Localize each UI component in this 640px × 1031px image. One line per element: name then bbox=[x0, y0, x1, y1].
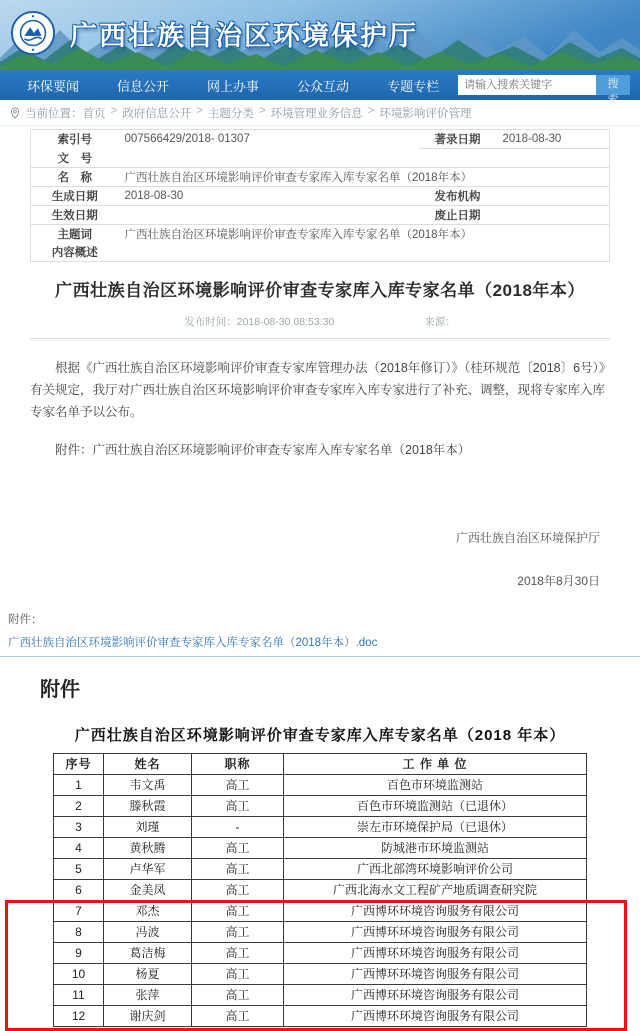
expert-no-cell: 3 bbox=[54, 816, 104, 837]
expert-name-cell: 张萍 bbox=[104, 984, 192, 1005]
expert-unit-cell: 防城港市环境监测站 bbox=[284, 837, 587, 858]
breadcrumb-link-2[interactable]: 主题分类 bbox=[207, 107, 254, 120]
expert-title-cell: 高工 bbox=[192, 921, 284, 942]
expert-no-cell: 10 bbox=[54, 963, 104, 984]
meta-value-index: 007566429/2018- 01307 bbox=[124, 133, 250, 146]
expert-title-cell: 高工 bbox=[192, 963, 284, 984]
expert-no-cell: 7 bbox=[54, 900, 104, 921]
expert-name-cell: 金美凤 bbox=[104, 879, 192, 900]
expert-title-cell: 高工 bbox=[192, 984, 284, 1005]
meta-value-create-date: 2018-08-30 bbox=[119, 186, 419, 205]
expert-name-cell: 杨夏 bbox=[104, 963, 192, 984]
meta-value-doc-no bbox=[119, 149, 610, 168]
expert-unit-cell: 广西博环环境咨询服务有限公司 bbox=[284, 900, 587, 921]
expert-name-cell: 冯波 bbox=[104, 921, 192, 942]
col-header-name: 姓名 bbox=[104, 753, 192, 774]
expert-unit-cell: 广西博环环境咨询服务有限公司 bbox=[284, 963, 587, 984]
appendix-table-title: 广西壮族自治区环境影响评价审查专家库入库专家名单（2018 年本） bbox=[74, 726, 566, 744]
breadcrumb-separator: > bbox=[367, 104, 375, 117]
expert-unit-cell: 百色市环境监测站（已退休） bbox=[284, 795, 587, 816]
breadcrumb-prefix: 当前位置： bbox=[25, 107, 83, 120]
expert-row-9 bbox=[54, 942, 587, 963]
col-header-title: 职称 bbox=[192, 753, 284, 774]
header-banner bbox=[0, 0, 640, 70]
expert-title-cell: 高工 bbox=[192, 858, 284, 879]
expert-unit-cell: 广西博环环境咨询服务有限公司 bbox=[284, 921, 587, 942]
location-pin-icon bbox=[10, 107, 20, 119]
expert-title-cell: 高工 bbox=[192, 795, 284, 816]
expert-title-cell: 高工 bbox=[192, 1005, 284, 1026]
breadcrumb-separator: > bbox=[258, 104, 266, 117]
expert-name-cell: 刘瑾 bbox=[104, 816, 192, 837]
signature-org: 广西壮族自治区环境保护厅 bbox=[455, 530, 600, 545]
document-meta-section bbox=[0, 126, 640, 262]
breadcrumb-link-0[interactable]: 首页 bbox=[82, 107, 106, 120]
expert-title-cell: 高工 bbox=[192, 900, 284, 921]
meta-value-effective-date bbox=[119, 205, 419, 224]
nav-item-4[interactable]: 专题专栏 bbox=[387, 78, 440, 94]
expert-name-cell: 卢华军 bbox=[104, 858, 192, 879]
expert-row-8 bbox=[54, 921, 587, 942]
breadcrumb-link-4[interactable]: 环境影响评价管理 bbox=[379, 107, 472, 120]
expert-name-cell: 滕秋霞 bbox=[104, 795, 192, 816]
breadcrumb-separator: > bbox=[196, 104, 203, 117]
expert-unit-cell: 广西北部湾环境影响评价公司 bbox=[284, 858, 587, 879]
col-header-no: 序号 bbox=[54, 753, 104, 774]
expert-unit-cell: 广西博环环境咨询服务有限公司 bbox=[284, 942, 587, 963]
meta-label-keywords: 主题词 bbox=[57, 228, 92, 241]
nav-item-1[interactable]: 信息公开 bbox=[117, 78, 170, 94]
attachment-section bbox=[0, 611, 640, 657]
experts-table-holder bbox=[53, 753, 587, 1027]
expert-name-cell: 邓杰 bbox=[104, 900, 192, 921]
expert-name-cell: 谢庆剑 bbox=[104, 1005, 192, 1026]
expert-row-11 bbox=[54, 984, 587, 1005]
nav-item-2[interactable]: 网上办事 bbox=[207, 78, 260, 94]
expert-name-cell: 黄秋腾 bbox=[104, 837, 192, 858]
expert-unit-cell: 广西北海水文工程矿产地质调查研究院 bbox=[284, 879, 587, 900]
document-meta-table bbox=[30, 129, 610, 262]
expert-title-cell: - bbox=[192, 816, 284, 837]
meta-label-expiry-date: 废止日期 bbox=[419, 205, 497, 224]
search-button[interactable]: 搜索 bbox=[596, 75, 630, 95]
breadcrumb bbox=[0, 100, 640, 126]
expert-no-cell: 6 bbox=[54, 879, 104, 900]
signature-block bbox=[30, 529, 610, 589]
meta-label-name: 名 称 bbox=[31, 167, 119, 186]
meta-label-effective-date: 生效日期 bbox=[31, 205, 119, 224]
site-title: 广西壮族自治区环境保护厅 bbox=[70, 20, 418, 51]
expert-title-cell: 高工 bbox=[192, 879, 284, 900]
meta-label-publisher: 发布机构 bbox=[419, 186, 497, 205]
meta-label-create-date: 生成日期 bbox=[31, 186, 119, 205]
col-header-unit: 工 作 单 位 bbox=[284, 753, 587, 774]
meta-label-summary: 内容概述 bbox=[51, 246, 98, 259]
article-meta bbox=[30, 314, 610, 329]
expert-unit-cell: 广西博环环境咨询服务有限公司 bbox=[284, 1005, 587, 1026]
article bbox=[0, 276, 640, 589]
expert-name-cell: 葛洁梅 bbox=[104, 942, 192, 963]
expert-row-4 bbox=[54, 837, 587, 858]
meta-value-expiry-date bbox=[497, 205, 610, 224]
expert-row-1 bbox=[54, 774, 587, 795]
publish-time: 发布时间：2018-08-30 08:53:30 bbox=[184, 315, 335, 328]
expert-row-3 bbox=[54, 816, 587, 837]
expert-row-12 bbox=[54, 1005, 587, 1026]
nav-item-0[interactable]: 环保要闻 bbox=[27, 78, 80, 94]
search-input[interactable] bbox=[458, 75, 596, 95]
article-body bbox=[30, 357, 610, 461]
expert-title-cell: 高工 bbox=[192, 942, 284, 963]
expert-title-cell: 高工 bbox=[192, 774, 284, 795]
breadcrumb-link-3[interactable]: 环境管理业务信息 bbox=[270, 107, 363, 120]
experts-table bbox=[53, 753, 587, 1027]
government-emblem-icon bbox=[10, 10, 56, 56]
nav-items bbox=[8, 76, 458, 95]
expert-row-6 bbox=[54, 879, 587, 900]
main-navigation bbox=[0, 70, 640, 106]
expert-row-10 bbox=[54, 963, 587, 984]
expert-unit-cell: 崇左市环境保护局（已退休） bbox=[284, 816, 587, 837]
appendix-heading: 附件 bbox=[40, 678, 80, 701]
expert-row-5 bbox=[54, 858, 587, 879]
breadcrumb-separator: > bbox=[110, 104, 118, 117]
meta-label-index: 索引号 bbox=[57, 134, 92, 147]
title-divider bbox=[30, 338, 610, 341]
search-box bbox=[458, 75, 630, 106]
article-title: 广西壮族自治区环境影响评价审查专家库入库专家名单（2018年本） bbox=[55, 280, 585, 300]
meta-value-record-date: 2018-08-30 bbox=[497, 130, 610, 149]
meta-label-record-date: 著录日期 bbox=[419, 130, 497, 149]
expert-no-cell: 11 bbox=[54, 984, 104, 1005]
expert-no-cell: 12 bbox=[54, 1005, 104, 1026]
expert-no-cell: 1 bbox=[54, 774, 104, 795]
breadcrumb-items bbox=[83, 105, 472, 121]
expert-title-cell: 高工 bbox=[192, 837, 284, 858]
expert-row-2 bbox=[54, 795, 587, 816]
meta-value-publisher bbox=[497, 186, 610, 205]
meta-value-summary bbox=[119, 243, 610, 262]
attachment-file-link[interactable]: 广西壮族自治区环境影响评价审查专家库入库专家名单（2018年本）.doc bbox=[8, 636, 378, 649]
nav-item-3[interactable]: 公众互动 bbox=[297, 78, 350, 94]
paragraph-1: 根据《广西壮族自治区环境影响评价审查专家库管理办法（2018年修订）》（桂环规范〔2018〕6号）》有关规定，我厅对广西壮族自治区环境影响评价审查专家库入库专家进行了补充、调整，现将专家库入库专家名单予以公布。 bbox=[30, 360, 606, 419]
expert-no-cell: 2 bbox=[54, 795, 104, 816]
paragraph-2: 附件：广西壮族自治区环境影响评价审查专家库入库专家名单（2018年本） bbox=[55, 442, 471, 457]
expert-no-cell: 5 bbox=[54, 858, 104, 879]
source-label: 来源： bbox=[424, 315, 456, 328]
expert-no-cell: 9 bbox=[54, 942, 104, 963]
signature-date: 2018年8月30日 bbox=[517, 573, 600, 588]
expert-unit-cell: 广西博环环境咨询服务有限公司 bbox=[284, 984, 587, 1005]
meta-label-doc-no: 文 号 bbox=[31, 149, 119, 168]
attachment-label: 附件： bbox=[8, 613, 43, 626]
expert-name-cell: 韦文禹 bbox=[104, 774, 192, 795]
expert-row-7 bbox=[54, 900, 587, 921]
attachment-link-row bbox=[0, 634, 640, 657]
expert-no-cell: 4 bbox=[54, 837, 104, 858]
meta-value-name: 广西壮族自治区环境影响评价审查专家库入库专家名单（2018年本） bbox=[119, 167, 610, 186]
experts-header-row bbox=[54, 753, 587, 774]
breadcrumb-link-1[interactable]: 政府信息公开 bbox=[122, 107, 192, 120]
expert-unit-cell: 百色市环境监测站 bbox=[284, 774, 587, 795]
expert-no-cell: 8 bbox=[54, 921, 104, 942]
meta-value-keywords: 广西壮族自治区环境影响评价审查专家库入库专家名单（2018年本） bbox=[124, 228, 473, 241]
